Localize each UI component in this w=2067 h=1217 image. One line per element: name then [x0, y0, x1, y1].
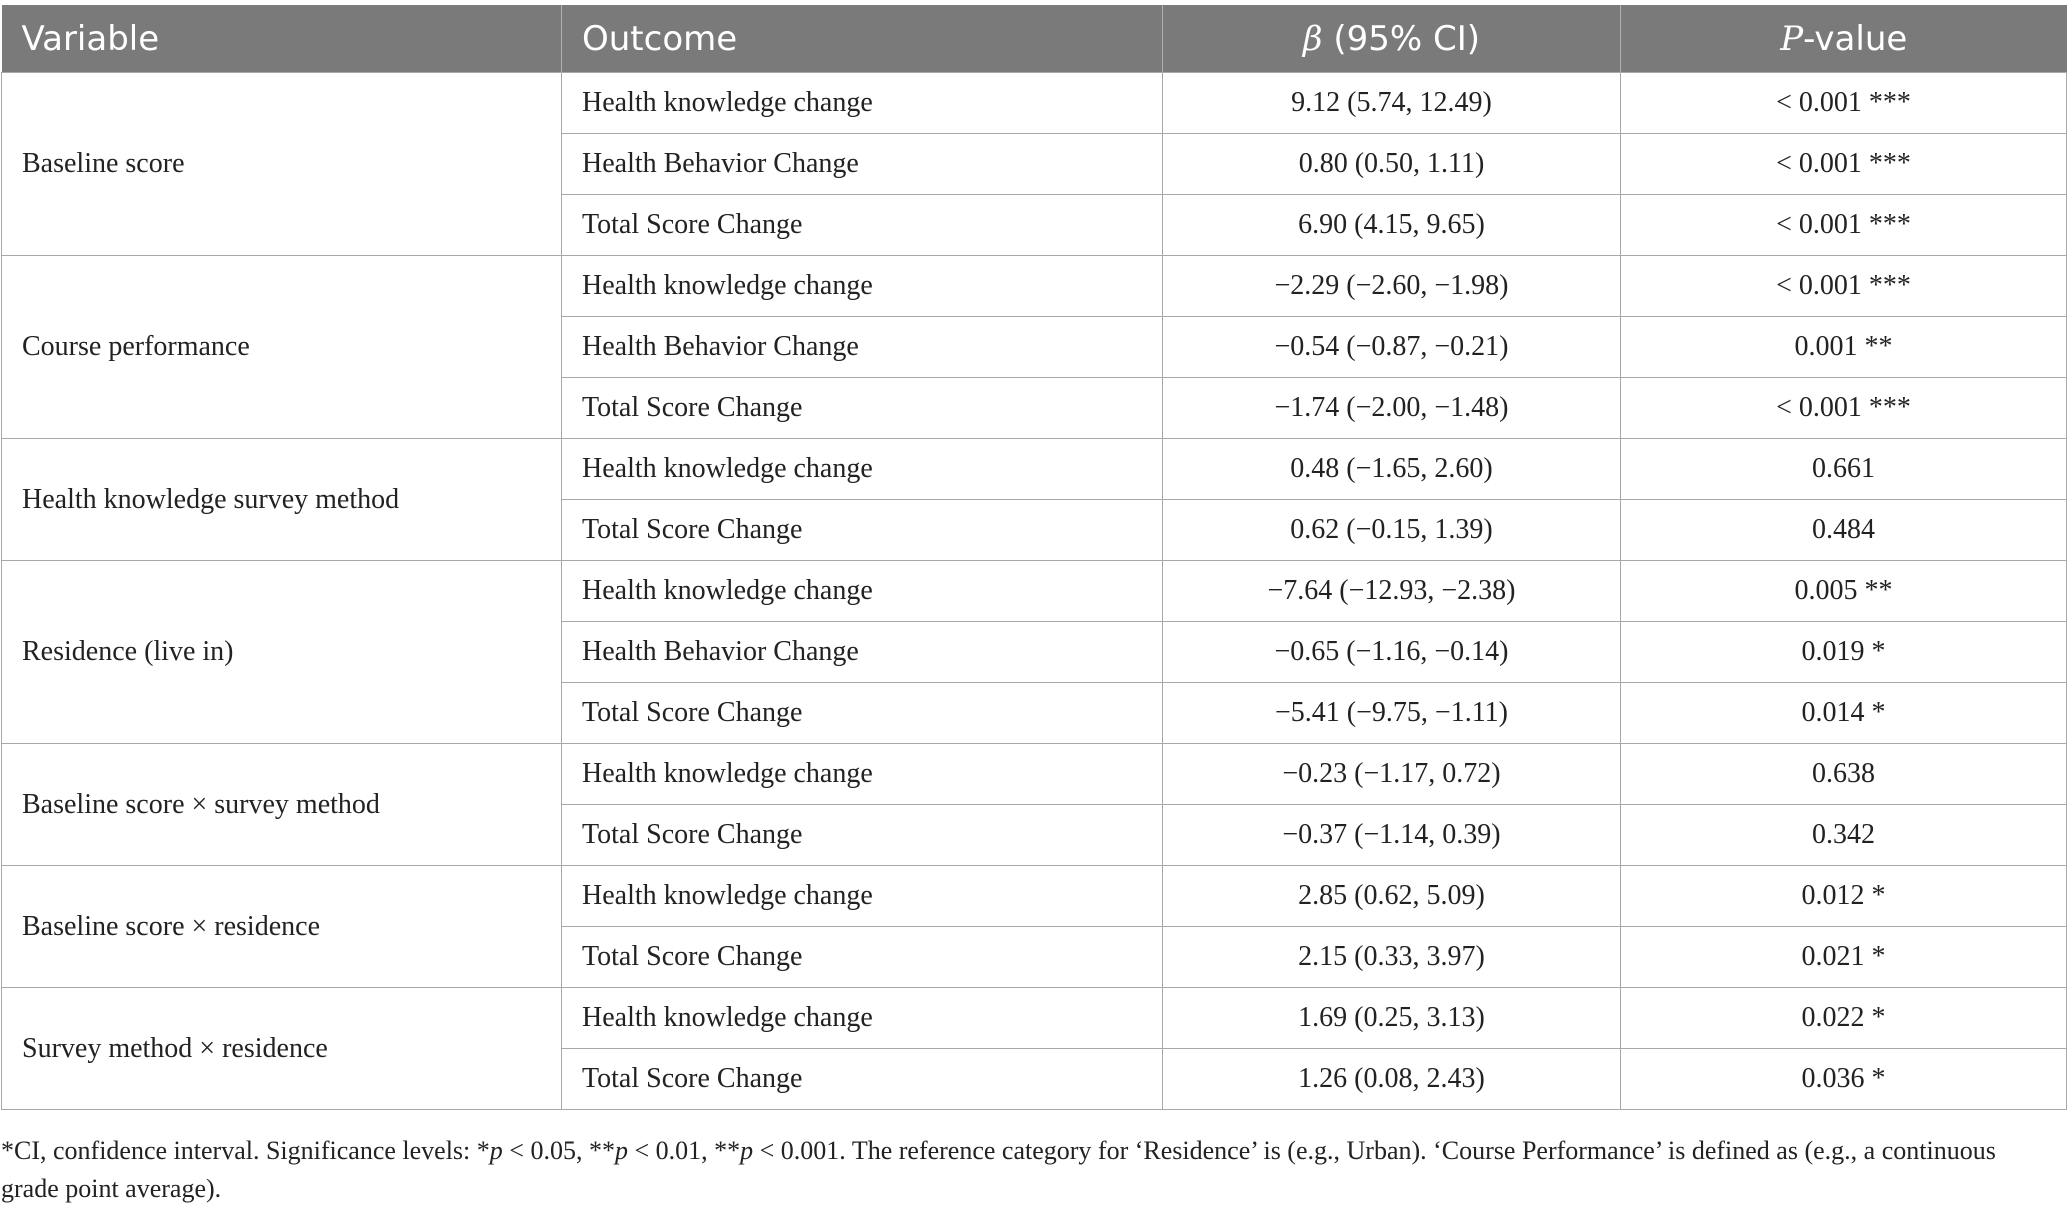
outcome-cell: Health knowledge change: [562, 73, 1163, 134]
variable-cell: Health knowledge survey method: [2, 439, 562, 561]
outcome-cell: Health knowledge change: [562, 439, 1163, 500]
outcome-cell: Health knowledge change: [562, 866, 1163, 927]
p-value-cell: < 0.001 ***: [1621, 378, 2067, 439]
beta-label: (95% CI): [1322, 18, 1481, 59]
variable-cell: Course performance: [2, 256, 562, 439]
table-row: [2, 866, 2067, 927]
variable-cell: Survey method × residence: [2, 988, 562, 1110]
outcome-cell: Total Score Change: [562, 927, 1163, 988]
regression-table: [1, 5, 2067, 1110]
p-value-cell: 0.638: [1621, 744, 2067, 805]
outcome-cell: Total Score Change: [562, 195, 1163, 256]
beta-ci-cell: −7.64 (−12.93, −2.38): [1163, 561, 1621, 622]
outcome-cell: Health knowledge change: [562, 561, 1163, 622]
variable-cell: Baseline score × residence: [2, 866, 562, 988]
beta-ci-cell: 2.85 (0.62, 5.09): [1163, 866, 1621, 927]
table-row: [2, 744, 2067, 805]
p-value-cell: < 0.001 ***: [1621, 134, 2067, 195]
table-header: [2, 5, 2067, 73]
beta-ci-cell: 1.26 (0.08, 2.43): [1163, 1049, 1621, 1110]
header-variable: Variable: [2, 5, 562, 73]
footnote-text: < 0.001. The reference category for ‘Residence’ is (e.g., Urban). ‘Course Performance’ is defined as (e.g., a continuous grade point average).: [1, 1136, 1996, 1203]
header-outcome: Outcome: [562, 5, 1163, 73]
outcome-cell: Health Behavior Change: [562, 134, 1163, 195]
table-row: [2, 256, 2067, 317]
footnote-italic-p: p: [489, 1136, 503, 1165]
footnote-text: < 0.05, **: [502, 1136, 615, 1165]
table-footnote: [1, 1132, 2051, 1208]
table-row: [2, 439, 2067, 500]
variable-cell: Residence (live in): [2, 561, 562, 744]
p-value-cell: < 0.001 ***: [1621, 195, 2067, 256]
outcome-cell: Health knowledge change: [562, 744, 1163, 805]
outcome-cell: Total Score Change: [562, 1049, 1163, 1110]
outcome-cell: Total Score Change: [562, 378, 1163, 439]
outcome-cell: Total Score Change: [562, 805, 1163, 866]
p-value-cell: 0.022 *: [1621, 988, 2067, 1049]
footnote-italic-p: p: [740, 1136, 754, 1165]
p-value-cell: < 0.001 ***: [1621, 73, 2067, 134]
p-value-cell: 0.021 *: [1621, 927, 2067, 988]
footnote-text: *CI, confidence interval. Significance levels: *: [1, 1136, 490, 1165]
p-label: -value: [1803, 18, 1908, 59]
table-row: [2, 73, 2067, 134]
table-row: [2, 988, 2067, 1049]
variable-cell: Baseline score: [2, 73, 562, 256]
p-symbol: P: [1780, 18, 1804, 59]
beta-symbol: β: [1302, 18, 1323, 59]
beta-ci-cell: 0.62 (−0.15, 1.39): [1163, 500, 1621, 561]
beta-ci-cell: 0.80 (0.50, 1.11): [1163, 134, 1621, 195]
p-value-cell: 0.484: [1621, 500, 2067, 561]
outcome-cell: Health Behavior Change: [562, 622, 1163, 683]
beta-ci-cell: −0.37 (−1.14, 0.39): [1163, 805, 1621, 866]
outcome-cell: Health Behavior Change: [562, 317, 1163, 378]
beta-ci-cell: 2.15 (0.33, 3.97): [1163, 927, 1621, 988]
p-value-cell: 0.661: [1621, 439, 2067, 500]
outcome-cell: Health knowledge change: [562, 988, 1163, 1049]
table-row: [2, 561, 2067, 622]
p-value-cell: 0.342: [1621, 805, 2067, 866]
p-value-cell: 0.036 *: [1621, 1049, 2067, 1110]
p-value-cell: 0.012 *: [1621, 866, 2067, 927]
outcome-cell: Total Score Change: [562, 683, 1163, 744]
p-value-cell: 0.019 *: [1621, 622, 2067, 683]
beta-ci-cell: −2.29 (−2.60, −1.98): [1163, 256, 1621, 317]
beta-ci-cell: −0.65 (−1.16, −0.14): [1163, 622, 1621, 683]
outcome-cell: Health knowledge change: [562, 256, 1163, 317]
p-value-cell: < 0.001 ***: [1621, 256, 2067, 317]
p-value-cell: 0.001 **: [1621, 317, 2067, 378]
beta-ci-cell: 6.90 (4.15, 9.65): [1163, 195, 1621, 256]
footnote-text: < 0.01, **: [627, 1136, 741, 1165]
beta-ci-cell: −1.74 (−2.00, −1.48): [1163, 378, 1621, 439]
p-value-cell: 0.014 *: [1621, 683, 2067, 744]
p-value-cell: 0.005 **: [1621, 561, 2067, 622]
beta-ci-cell: −0.54 (−0.87, −0.21): [1163, 317, 1621, 378]
header-row: [2, 5, 2067, 73]
variable-cell: Baseline score × survey method: [2, 744, 562, 866]
beta-ci-cell: 9.12 (5.74, 12.49): [1163, 73, 1621, 134]
beta-ci-cell: −0.23 (−1.17, 0.72): [1163, 744, 1621, 805]
header-p-value: [1621, 5, 2067, 73]
beta-ci-cell: −5.41 (−9.75, −1.11): [1163, 683, 1621, 744]
outcome-cell: Total Score Change: [562, 500, 1163, 561]
regression-table-container: [0, 5, 2067, 1110]
footnote-italic-p: p: [614, 1136, 628, 1165]
header-beta: [1163, 5, 1621, 73]
beta-ci-cell: 1.69 (0.25, 3.13): [1163, 988, 1621, 1049]
beta-ci-cell: 0.48 (−1.65, 2.60): [1163, 439, 1621, 500]
table-body: [2, 73, 2067, 1110]
